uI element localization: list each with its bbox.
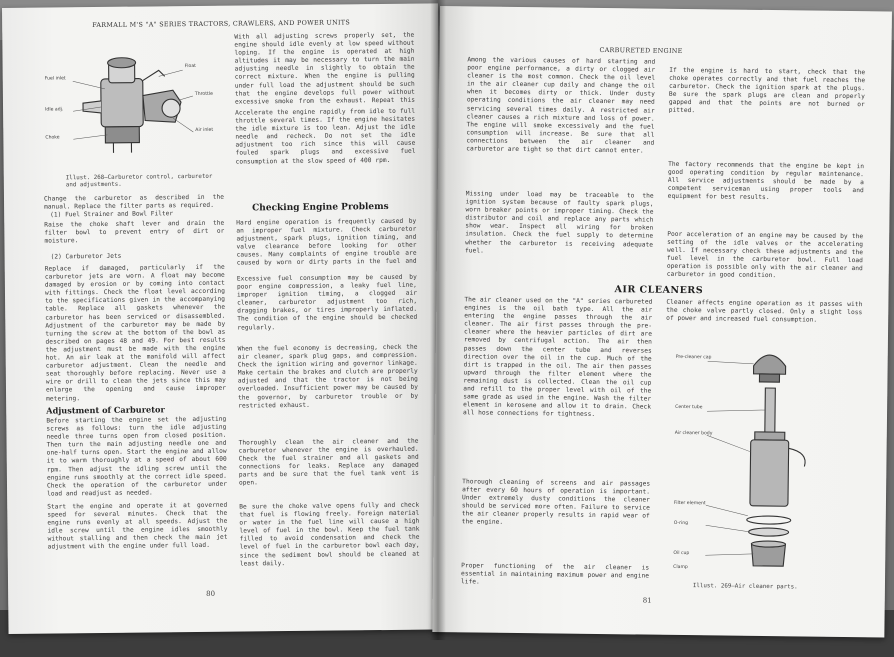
left-page-number: 80 (206, 589, 216, 598)
right-col1-cont-text: Missing under load may be traceable to the ignition system because of faulty spark plugs, worn breaker points or improper timing. Check the distributor and coil and replace any parts which show wear. Inspect all wiring for broken insulation. Check the fuel supply to determine whether the carburetor is receiving adequate fuel. (464, 190, 654, 255)
right-fig-label-7: Clamp (673, 564, 688, 571)
right-col1-bottom-text: Proper functioning of the air cleaner is essential in maintaining maximum power and engine life. (460, 562, 650, 586)
left-col1-intro: Change the carburetor as described in the manual. Replace the filter parts as required. (43, 193, 225, 211)
right-section-heading-air-cleaners: AIR CLEANERS (614, 284, 704, 297)
right-page (432, 6, 892, 637)
left-col2-bottom-text: Be sure the choke valve opens fully and check that fuel is flowing freely. Foreign material or water in the fuel line will cause a high level of fuel in the bowl. Keep the fuel tank filled to avoid condensation and check the level of fuel in the carburetor bowl each day, since the sediment bowl should be cleaned at least daily. (239, 501, 420, 568)
fig-label-2: Idle adj. (45, 107, 64, 113)
left-item-1-title: (1) Fuel Strainer and Bowl Filter (50, 210, 174, 219)
left-clean-text: Thoroughly clean the air cleaner and the carburetor whenever the engine is overhauled. Check the fuel strainer and all gaskets and connections for leaks. Replace any damaged parts and be sure that the fuel tank vent is open. (238, 437, 419, 488)
left-col2-top-text: With all adjusting screws properly set, the engine should idle evenly at low speed without loping. If the engine is operated at high altitudes it may be necessary to turn the main adjusting needle in slightly to obtain the correct mixture. When the engine is pulling under full load the adjustment should be such that the engine develops full power without excessive smoke from the exhaust. Repeat this (234, 31, 416, 106)
right-fig-label-2: Center tube (675, 404, 703, 411)
right-fig-label-3: Air cleaner body (674, 430, 713, 437)
left-fuel-text: Excessive fuel consumption may be caused by poor engine compression, a leaky fuel line, improper ignition timing, a clogged air cleaner, carburetor adjustment too rich, dragging brakes, or tires improperly inflated. The condition of the engine should be checked regularly. (236, 273, 418, 332)
fig-label-1: Fuel inlet (44, 76, 66, 82)
left-item-1-text: Raise the choke shaft lever and drain the filter bowl to prevent entry of dirt or moisture. (44, 219, 225, 245)
left-section-heading-adjustment: Adjustment of Carburetor (46, 404, 165, 416)
book-gutter (430, 0, 446, 640)
left-running-head: FARMALL M'S "A" SERIES TRACTORS, CRAWLERS, AND POWER UNITS (92, 18, 351, 30)
left-col2-mid-text: Accelerate the engine rapidly from idle to full throttle several times. If the engine hesitates the idle mixture is too lean. Adjust the idle needle and recheck. Do not set the idle adjustment too rich since this will cause fouled spark plugs and excessive fuel consumption at the slow speed of 400 rpm. (235, 107, 416, 166)
carburetor-figure (42, 40, 213, 177)
fig-label-4: Float (184, 63, 197, 70)
left-problems-text: Hard engine operation is frequently caused by an improper fuel mixture. Check carburetor adjustment, spark plugs, ignition timing, and valve clearance before looking for other causes. Many complaints of engine trouble are caused by worn or dirty parts in the fuel and (236, 217, 417, 268)
left-col1-bottom-text: Start the engine and operate it at governed speed for several minutes. Check that the engine runs evenly at all speeds. Adjust the idle screw until the engine idles smoothly without stalling and then check the main jet adjustment with the engine under full load. (47, 501, 228, 552)
left-section-heading-problems: Checking Engine Problems (252, 201, 389, 214)
right-col2-low-text: Poor acceleration of an engine may be caused by the setting of the idle valves or the accelerating well. If necessary check these adjustments and the fuel level in the carburetor bowl. Full load operation is possible only with the air cleaner and carburetor in good condition. (666, 230, 864, 280)
right-page-number: 81 (642, 596, 652, 605)
right-fig-label-1: Pre-cleaner cap (675, 354, 712, 361)
right-col1-text: Among the various causes of hard starting and poor engine performance, a dirty or clogged air cleaner is the most common. Check the oil level in the air cleaner cup daily and change the oil when it becomes dirty or thick. Under dusty operating conditions the air cleaner may need servicing several times daily. A restricted air cleaner causes a rich mixture and loss of power. The engine will smoke excessively and the fuel consumption will increase. Be sure that all connections between the air cleaner and carburetor are tight so that dirt cannot enter. (466, 56, 656, 155)
right-col2-text: Cleaner affects engine operation as it passes with the choke valve partly closed. Only a slight loss of power and increased fuel consumption. (666, 298, 863, 324)
left-page (2, 3, 445, 634)
right-fig-label-5: O-ring (673, 520, 689, 527)
air-cleaner-figure (683, 339, 856, 581)
right-col2-top-text: If the engine is hard to start, check that the choke operates correctly and that fuel reaches the carburetor. Check the ignition spark at the plugs. Be sure the spark plugs are clean and properly gapped and that the points are not burned or pitted. (668, 66, 866, 115)
left-adjust-text: Before starting the engine set the adjusting screws as follows: turn the idle adjusting needle three turns open from closed position. Then turn the main adjusting needle one and one-half turns open. Start the engine and allow it to warm thoroughly at a speed of about 600 rpm. Then adjust the idling screw until the engine runs smoothly at the correct idle speed. Check the operation of the carburetor under load and readjust as needed. (46, 415, 228, 498)
right-running-head: CARBURETED ENGINE (599, 45, 683, 55)
right-service-text: Thorough cleaning of screens and air passages after every 60 hours of operation is important. Under extremely dusty conditions the cleaner should be serviced more often. Failure to service the air cleaner properly results in rapid wear of the engine. (461, 478, 651, 527)
fig-label-5: Throttle (194, 91, 213, 97)
left-loss-text: When the fuel economy is decreasing, check the air cleaner, spark plug gaps, and compression. Check the ignition wiring and governor linkage. Make certain the brakes and clutch are properly adjusted and that the tractor is not being overloaded. Insufficient power may be caused by the governor, by carburetor trouble or by restricted exhaust. (237, 343, 419, 410)
right-col2-mid-text: The factory recommends that the engine be kept in good operating condition by regular maintenance. All service adjustments should be made by a competent serviceman using proper tools and equipment for best results. (667, 160, 865, 202)
left-item-2-text: Replace if damaged, particularly if the carburetor jets are worn. A float may become damaged by erosion or by coming into contact with fittings. Check the float level according to the specifications given in the accompanying table. Replace all gaskets whenever the carburetor has been serviced or disassembled. Adjustment of the carburetor may be made by turning the screw at the bottom of the bowl as described on pages 48 and 49. For best results the adjustment must be made with the engine hot. An air leak at the manifold will affect carburetor adjustment. Clean the needle and seat thoroughly before replacing. Never use a wire or drill to clean the jets since this may enlarge the opening and cause improper metering. (44, 263, 227, 403)
right-fig-label-6: Oil cup (673, 550, 690, 557)
left-figure-caption: Illust. 268—Carburetor control, carburetor and adjustments. (65, 173, 213, 189)
fig-label-6: Air inlet (195, 127, 214, 133)
right-fig-label-4: Filter element (673, 500, 706, 507)
left-item-2-title: (2) Carburetor Jets (50, 252, 122, 261)
fig-label-3: Choke (45, 135, 60, 141)
right-air-text: The air cleaner used on the "A" series carbureted engines is the oil bath type. All the air entering the engine passes through the air cleaner. The air first passes through the pre-cleaner where the heavier particles of dirt are removed by centrifugal action. The air then passes down the center tube and reverses direction over the oil in the cup. Much of the dirt is trapped in the oil. The air then passes upward through the filter element where the remaining dust is collected. Clean the oil cup and refill to the proper level with oil of the same grade as used in the engine. Wash the filter element in kerosene and allow it to drain. Check all hose connections for tightness. (462, 296, 653, 419)
right-figure-caption: Illust. 269—Air cleaner parts. (692, 583, 798, 591)
